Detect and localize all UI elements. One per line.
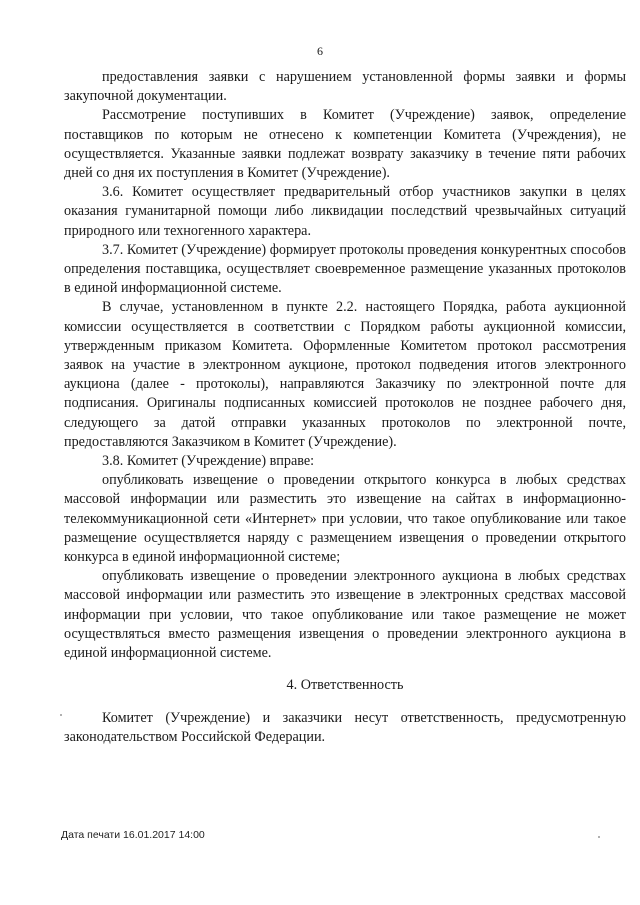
paragraph-3-8: 3.8. Комитет (Учреждение) вправе:: [102, 453, 315, 470]
print-date-footer: Дата печати 16.01.2017 14:00: [61, 829, 205, 841]
scan-speck: [598, 836, 600, 838]
paragraph-auction-commission: В случае, установленном в пункте 2.2. настоящего Порядка, работа аукционной комиссии осуществляется в соответствии с Порядком работы аукционной комиссии, утвержденным приказом Комитета. Оформленные Комитетом протокол рассмотрения заявок на участие в электронном аукционе, протокол подведения итогов электронного аукциона (далее - протоколы), направляются Заказчику по электронной почте для подписания. Оригиналы подписанных комиссией протоколов не позднее рабочего дня, следующего за датой отправки указанных протоколов по электронной почте, предоставляются Заказчиком в Комитет (Учреждение).: [64, 299, 626, 450]
paragraph-3-6: 3.6. Комитет осуществляет предварительный отбор участников закупки в целях оказания гуманитарной помощи либо ликвидации последствий чрезвычайных ситуаций природного или техногенного характера.: [64, 184, 626, 239]
paragraph-open-contest-notice: опубликовать извещение о проведении открытого конкурса в любых средствах массовой информации или разместить это извещение на сайтах в информационно-телекоммуникационной сети «Интернет» при условии, что такое опубликование или такое размещение осуществляется наряду с размещением извещения о проведении открытого конкурса в единой информационной системе;: [64, 472, 626, 566]
scan-speck: [60, 714, 62, 716]
paragraph-applications-review: Рассмотрение поступивших в Комитет (Учреждение) заявок, определение поставщиков по которым не отнесено к компетенции Комитета (Учреждения), не осуществляется. Указанные заявки подлежат возврату заказчику в течение пяти рабочих дней со дня их поступления в Комитет (Учреждение).: [64, 107, 626, 182]
paragraph-responsibility: Комитет (Учреждение) и заказчики несут ответственность, предусмотренную законодательством Российской Федерации.: [64, 709, 626, 745]
paragraph-continuation: предоставления заявки с нарушением установленной формы заявки и формы закупочной документации.: [64, 69, 626, 105]
page-number: 6: [317, 44, 323, 58]
paragraph-3-7: 3.7. Комитет (Учреждение) формирует протоколы проведения конкурентных способов определения поставщика, осуществляет своевременное размещение указанных протоколов в единой информационной системе.: [64, 241, 626, 297]
section-4-title: 4. Ответственность: [286, 677, 404, 694]
document-body: [64, 68, 626, 747]
paragraph-auction-notice: опубликовать извещение о проведении электронного аукциона в любых средствах массовой информации или разместить это извещение в электронных средствах массовой информации при условии, что такое опубликование или такое размещение не может осуществляться вместо размещения извещения о проведении электронного аукциона в единой информационной системе.: [64, 568, 626, 662]
